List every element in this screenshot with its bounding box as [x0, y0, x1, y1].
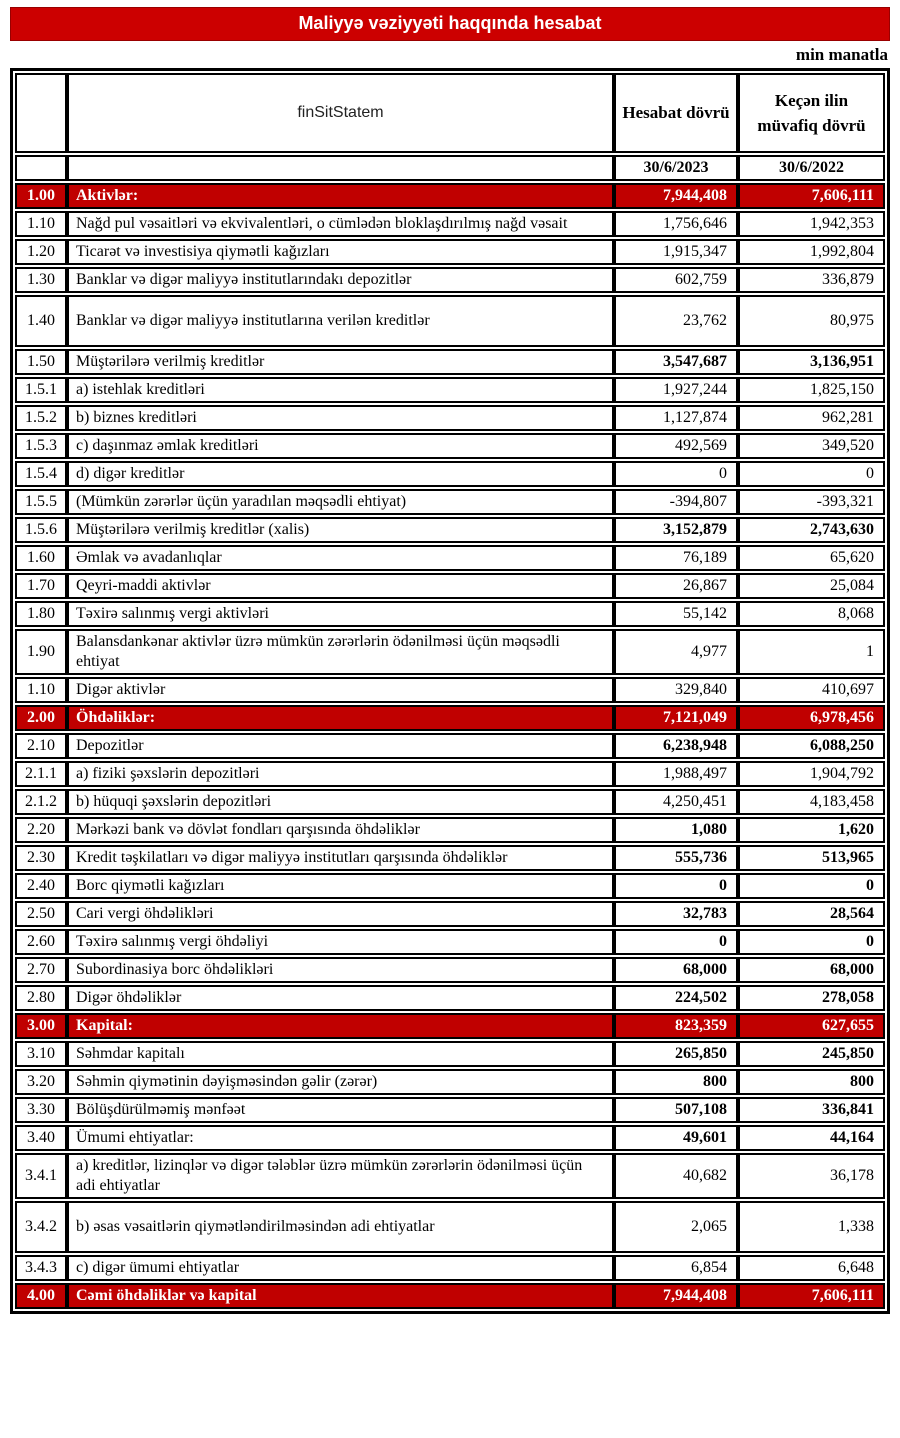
- table-row: [15, 1125, 885, 1151]
- row-value-current: 0: [614, 461, 738, 487]
- row-value-current: 68,000: [614, 957, 738, 983]
- row-code: 1.00: [15, 183, 67, 209]
- row-value-current: 1,915,347: [614, 239, 738, 265]
- unit-label: min manatla: [795, 45, 888, 64]
- row-value-current: 1,080: [614, 817, 738, 843]
- row-value-previous: 7,606,111: [738, 1283, 885, 1309]
- row-code: 1.5.2: [15, 405, 67, 431]
- row-value-current: 492,569: [614, 433, 738, 459]
- row-value-previous: 1,620: [738, 817, 885, 843]
- table-date-row: [15, 155, 885, 181]
- row-code: 2.30: [15, 845, 67, 871]
- row-label: b) biznes kreditləri: [67, 405, 614, 431]
- row-code: 2.40: [15, 873, 67, 899]
- row-code: 3.20: [15, 1069, 67, 1095]
- financial-statement-table: [10, 68, 890, 1314]
- row-code: 2.70: [15, 957, 67, 983]
- row-label: Cari vergi öhdəlikləri: [67, 901, 614, 927]
- table-row: [15, 1097, 885, 1123]
- row-code: 2.1.1: [15, 761, 67, 787]
- table-row: [15, 183, 885, 209]
- row-label: Ümumi ehtiyatlar:: [67, 1125, 614, 1151]
- row-label: Nağd pul vəsaitləri və ekvivalentləri, o cümlədən bloklaşdırılmış nağd vəsait: [67, 211, 614, 237]
- row-value-current: 1,127,874: [614, 405, 738, 431]
- row-value-current: 3,152,879: [614, 517, 738, 543]
- row-value-previous: 1,338: [738, 1201, 885, 1253]
- row-code: 1.10: [15, 211, 67, 237]
- table-row: [15, 845, 885, 871]
- table-row: [15, 1013, 885, 1039]
- row-code: 3.30: [15, 1097, 67, 1123]
- row-label: Borc qiymətli kağızları: [67, 873, 614, 899]
- row-value-previous: 0: [738, 873, 885, 899]
- row-code: 1.80: [15, 601, 67, 627]
- row-value-current: -394,807: [614, 489, 738, 515]
- row-value-current: 7,944,408: [614, 183, 738, 209]
- row-value-current: 4,977: [614, 629, 738, 675]
- row-label: Təxirə salınmış vergi öhdəliyi: [67, 929, 614, 955]
- row-value-previous: -393,321: [738, 489, 885, 515]
- header-period-previous-cell: Keçən ilin müvafiq dövrü: [738, 73, 885, 153]
- row-value-current: 3,547,687: [614, 349, 738, 375]
- table-row: [15, 211, 885, 237]
- row-value-current: 49,601: [614, 1125, 738, 1151]
- row-value-current: 6,854: [614, 1255, 738, 1281]
- row-value-previous: 6,978,456: [738, 705, 885, 731]
- row-value-previous: 245,850: [738, 1041, 885, 1067]
- row-code: 1.90: [15, 629, 67, 675]
- row-value-current: 1,756,646: [614, 211, 738, 237]
- row-value-previous: 8,068: [738, 601, 885, 627]
- row-code: 1.70: [15, 573, 67, 599]
- row-label: Kredit təşkilatları və digər maliyyə institutları qarşısında öhdəliklər: [67, 845, 614, 871]
- table-row: [15, 377, 885, 403]
- row-value-previous: 800: [738, 1069, 885, 1095]
- row-value-previous: 627,655: [738, 1013, 885, 1039]
- row-value-previous: 4,183,458: [738, 789, 885, 815]
- row-label: Mərkəzi bank və dövlət fondları qarşısında öhdəliklər: [67, 817, 614, 843]
- row-code: 1.30: [15, 267, 67, 293]
- row-label: Banklar və digər maliyyə institutlarına verilən kreditlər: [67, 295, 614, 347]
- row-label: Müştərilərə verilmiş kreditlər: [67, 349, 614, 375]
- row-value-previous: 1,992,804: [738, 239, 885, 265]
- row-code: 1.20: [15, 239, 67, 265]
- row-value-current: 265,850: [614, 1041, 738, 1067]
- row-value-current: 7,121,049: [614, 705, 738, 731]
- statement-table-body: [15, 73, 885, 1309]
- header-code-cell: [15, 73, 67, 153]
- row-value-previous: 25,084: [738, 573, 885, 599]
- row-code: 1.50: [15, 349, 67, 375]
- row-value-previous: 1,904,792: [738, 761, 885, 787]
- row-label: d) digər kreditlər: [67, 461, 614, 487]
- row-label: Banklar və digər maliyyə institutlarındakı depozitlər: [67, 267, 614, 293]
- row-value-current: 76,189: [614, 545, 738, 571]
- row-value-previous: 1: [738, 629, 885, 675]
- table-row: [15, 1153, 885, 1199]
- row-value-previous: 28,564: [738, 901, 885, 927]
- row-value-previous: 2,743,630: [738, 517, 885, 543]
- row-code: 1.5.4: [15, 461, 67, 487]
- table-row: [15, 733, 885, 759]
- row-code: 3.00: [15, 1013, 67, 1039]
- row-code: 1.5.5: [15, 489, 67, 515]
- table-row: [15, 405, 885, 431]
- row-label: c) daşınmaz əmlak kreditləri: [67, 433, 614, 459]
- table-row: [15, 677, 885, 703]
- report-title: Maliyyə vəziyyəti haqqında hesabat: [298, 13, 602, 33]
- row-value-current: 4,250,451: [614, 789, 738, 815]
- date-description-cell: [67, 155, 614, 181]
- row-value-previous: 0: [738, 461, 885, 487]
- row-label: b) əsas vəsaitlərin qiymətləndirilməsindən adi ehtiyatlar: [67, 1201, 614, 1253]
- row-value-current: 1,988,497: [614, 761, 738, 787]
- table-row: [15, 629, 885, 675]
- table-row: [15, 267, 885, 293]
- row-value-previous: 36,178: [738, 1153, 885, 1199]
- row-label: Subordinasiya borc öhdəlikləri: [67, 957, 614, 983]
- row-label: c) digər ümumi ehtiyatlar: [67, 1255, 614, 1281]
- row-code: 2.00: [15, 705, 67, 731]
- row-label: Kapital:: [67, 1013, 614, 1039]
- row-value-previous: 3,136,951: [738, 349, 885, 375]
- row-value-current: 0: [614, 873, 738, 899]
- table-row: [15, 957, 885, 983]
- row-value-previous: 336,841: [738, 1097, 885, 1123]
- table-row: [15, 761, 885, 787]
- row-label: Öhdəliklər:: [67, 705, 614, 731]
- row-label: a) kreditlər, lizinqlər və digər tələblər üzrə mümkün zərərlərin ödənilməsi üçün adi ehtiyatlar: [67, 1153, 614, 1199]
- table-row: [15, 295, 885, 347]
- row-value-current: 507,108: [614, 1097, 738, 1123]
- row-code: 3.4.2: [15, 1201, 67, 1253]
- row-code: 3.4.1: [15, 1153, 67, 1199]
- row-value-previous: 336,879: [738, 267, 885, 293]
- row-value-current: 823,359: [614, 1013, 738, 1039]
- row-value-previous: 1,942,353: [738, 211, 885, 237]
- row-value-previous: 6,088,250: [738, 733, 885, 759]
- row-label: Müştərilərə verilmiş kreditlər (xalis): [67, 517, 614, 543]
- table-row: [15, 601, 885, 627]
- row-value-current: 2,065: [614, 1201, 738, 1253]
- row-label: b) hüquqi şəxslərin depozitləri: [67, 789, 614, 815]
- row-label: Cəmi öhdəliklər və kapital: [67, 1283, 614, 1309]
- date-previous-cell: 30/6/2022: [738, 155, 885, 181]
- table-row: [15, 985, 885, 1011]
- table-row: [15, 489, 885, 515]
- table-row: [15, 545, 885, 571]
- table-row: [15, 929, 885, 955]
- row-value-previous: 278,058: [738, 985, 885, 1011]
- table-row: [15, 901, 885, 927]
- row-value-previous: 410,697: [738, 677, 885, 703]
- row-label: Təxirə salınmış vergi aktivləri: [67, 601, 614, 627]
- row-code: 1.10: [15, 677, 67, 703]
- table-row: [15, 817, 885, 843]
- row-code: 1.40: [15, 295, 67, 347]
- table-header-row: [15, 73, 885, 153]
- row-code: 1.5.3: [15, 433, 67, 459]
- row-code: 1.60: [15, 545, 67, 571]
- table-row: [15, 705, 885, 731]
- row-label: Ticarət və investisiya qiymətli kağızları: [67, 239, 614, 265]
- row-code: 2.10: [15, 733, 67, 759]
- row-value-previous: 44,164: [738, 1125, 885, 1151]
- row-label: Depozitlər: [67, 733, 614, 759]
- report-title-bar: [10, 7, 890, 41]
- row-code: 2.50: [15, 901, 67, 927]
- row-code: 4.00: [15, 1283, 67, 1309]
- row-value-current: 0: [614, 929, 738, 955]
- row-code: 2.80: [15, 985, 67, 1011]
- row-value-current: 555,736: [614, 845, 738, 871]
- row-value-current: 55,142: [614, 601, 738, 627]
- row-value-previous: 68,000: [738, 957, 885, 983]
- row-value-previous: 962,281: [738, 405, 885, 431]
- row-label: a) istehlak kreditləri: [67, 377, 614, 403]
- row-code: 2.60: [15, 929, 67, 955]
- table-row: [15, 1255, 885, 1281]
- row-value-current: 800: [614, 1069, 738, 1095]
- table-row: [15, 789, 885, 815]
- table-row: [15, 239, 885, 265]
- table-row: [15, 433, 885, 459]
- row-code: 1.5.1: [15, 377, 67, 403]
- row-value-current: 6,238,948: [614, 733, 738, 759]
- row-value-current: 40,682: [614, 1153, 738, 1199]
- row-value-previous: 349,520: [738, 433, 885, 459]
- header-description-cell: finSitStatem: [67, 73, 614, 153]
- table-row: [15, 517, 885, 543]
- row-code: 1.5.6: [15, 517, 67, 543]
- row-value-previous: 1,825,150: [738, 377, 885, 403]
- row-value-previous: 6,648: [738, 1255, 885, 1281]
- row-value-current: 32,783: [614, 901, 738, 927]
- row-value-current: 329,840: [614, 677, 738, 703]
- row-label: Əmlak və avadanlıqlar: [67, 545, 614, 571]
- row-value-previous: 513,965: [738, 845, 885, 871]
- date-current-cell: 30/6/2023: [614, 155, 738, 181]
- row-label: Aktivlər:: [67, 183, 614, 209]
- row-label: Qeyri-maddi aktivlər: [67, 573, 614, 599]
- row-value-current: 224,502: [614, 985, 738, 1011]
- row-code: 3.10: [15, 1041, 67, 1067]
- row-label: a) fiziki şəxslərin depozitləri: [67, 761, 614, 787]
- header-period-current-cell: Hesabat dövrü: [614, 73, 738, 153]
- row-label: (Mümkün zərərlər üçün yaradılan məqsədli ehtiyat): [67, 489, 614, 515]
- row-label: Səhmdar kapitalı: [67, 1041, 614, 1067]
- table-row: [15, 349, 885, 375]
- row-value-current: 26,867: [614, 573, 738, 599]
- row-code: 2.1.2: [15, 789, 67, 815]
- row-value-previous: 7,606,111: [738, 183, 885, 209]
- table-row: [15, 461, 885, 487]
- row-code: 3.4.3: [15, 1255, 67, 1281]
- row-value-current: 23,762: [614, 295, 738, 347]
- row-label: Digər aktivlər: [67, 677, 614, 703]
- date-code-cell: [15, 155, 67, 181]
- row-label: Bölüşdürülməmiş mənfəət: [67, 1097, 614, 1123]
- row-label: Balansdankənar aktivlər üzrə mümkün zərərlərin ödənilməsi üçün məqsədli ehtiyat: [67, 629, 614, 675]
- table-row: [15, 1201, 885, 1253]
- table-row: [15, 873, 885, 899]
- table-row: [15, 1283, 885, 1309]
- row-label: Səhmin qiymətinin dəyişməsindən gəlir (zərər): [67, 1069, 614, 1095]
- row-label: Digər öhdəliklər: [67, 985, 614, 1011]
- table-row: [15, 573, 885, 599]
- row-code: 3.40: [15, 1125, 67, 1151]
- row-value-current: 602,759: [614, 267, 738, 293]
- table-row: [15, 1041, 885, 1067]
- table-row: [15, 1069, 885, 1095]
- row-value-previous: 80,975: [738, 295, 885, 347]
- row-value-current: 1,927,244: [614, 377, 738, 403]
- row-value-current: 7,944,408: [614, 1283, 738, 1309]
- row-value-previous: 0: [738, 929, 885, 955]
- row-value-previous: 65,620: [738, 545, 885, 571]
- row-code: 2.20: [15, 817, 67, 843]
